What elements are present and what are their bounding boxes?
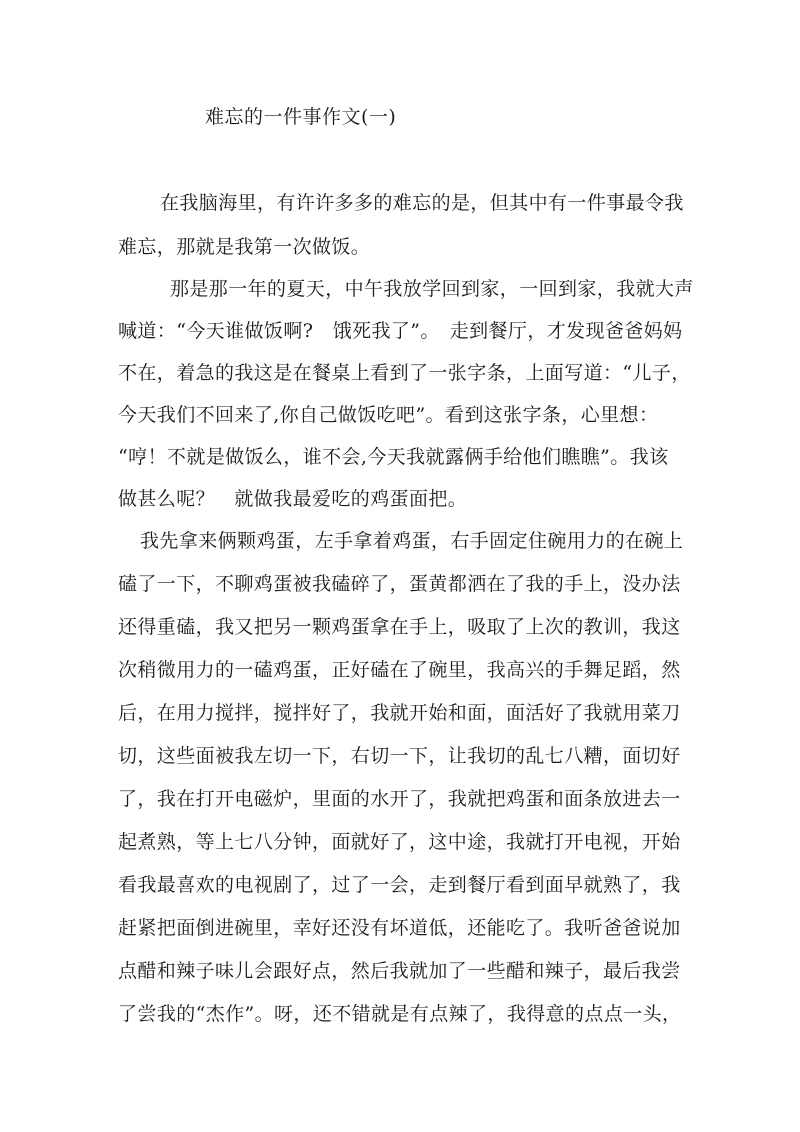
text-line: 喊道：“今天谁做饭啊? 饿死我了”。 走到餐厅，才发现爸爸妈妈	[118, 320, 683, 342]
text-line: 看我最喜欢的电视剧了，过了一会，走到餐厅看到面早就熟了，我	[118, 874, 681, 896]
text-line: 我先拿来俩颗鸡蛋，左手拿着鸡蛋，右手固定住碗用力的在碗上	[140, 530, 684, 552]
text-line: 次稍微用力的一磕鸡蛋，正好磕在了碗里，我高兴的手舞足蹈，然	[118, 659, 681, 681]
text-line: 今天我们不回来了,你自己做饭吃吧”。看到这张字条，心里想：	[118, 404, 659, 426]
text-line: 在我脑海里，有许许多多的难忘的是，但其中有一件事最令我	[160, 192, 684, 214]
text-line: 后，在用力搅拌，搅拌好了，我就开始和面，面活好了我就用菜刀	[118, 702, 681, 724]
text-line: 难忘，那就是我第一次做饭。	[118, 236, 371, 258]
text-line: 切，这些面被我左切一下，右切一下，让我切的乱七八糟，面切好	[118, 745, 681, 767]
text-line: 了尝我的“杰作”。呀，还不错就是有点辣了，我得意的点点一头，	[118, 1003, 682, 1025]
text-line: “哼！不就是做饭么，谁不会,今天我就露俩手给他们瞧瞧”。我该	[118, 446, 669, 468]
text-line: 那是那一年的夏天，中午我放学回到家，一回到家，我就大声	[170, 278, 694, 300]
text-line: 了，我在打开电磁炉，里面的水开了，我就把鸡蛋和面条放进去一	[118, 788, 681, 810]
text-line: 还得重磕，我又把另一颗鸡蛋拿在手上，吸取了上次的教训，我这	[118, 616, 681, 638]
text-line: 做甚么呢？ 就做我最爱吃的鸡蛋面把。	[118, 488, 468, 510]
text-line: 不在，着急的我这是在餐桌上看到了一张字条，上面写道：“儿子，	[118, 362, 691, 384]
document-title: 难忘的一件事作文(一)	[205, 106, 397, 128]
text-line: 磕了一下，不聊鸡蛋被我磕碎了，蛋黄都洒在了我的手上，没办法	[118, 573, 681, 595]
text-line: 赶紧把面倒进碗里，幸好还没有坏道低，还能吃了。我听爸爸说加	[118, 917, 681, 939]
text-line: 点醋和辣子味儿会跟好点，然后我就加了一些醋和辣子，最后我尝	[118, 960, 681, 982]
text-line: 起煮熟，等上七八分钟，面就好了，这中途，我就打开电视，开始	[118, 831, 681, 853]
